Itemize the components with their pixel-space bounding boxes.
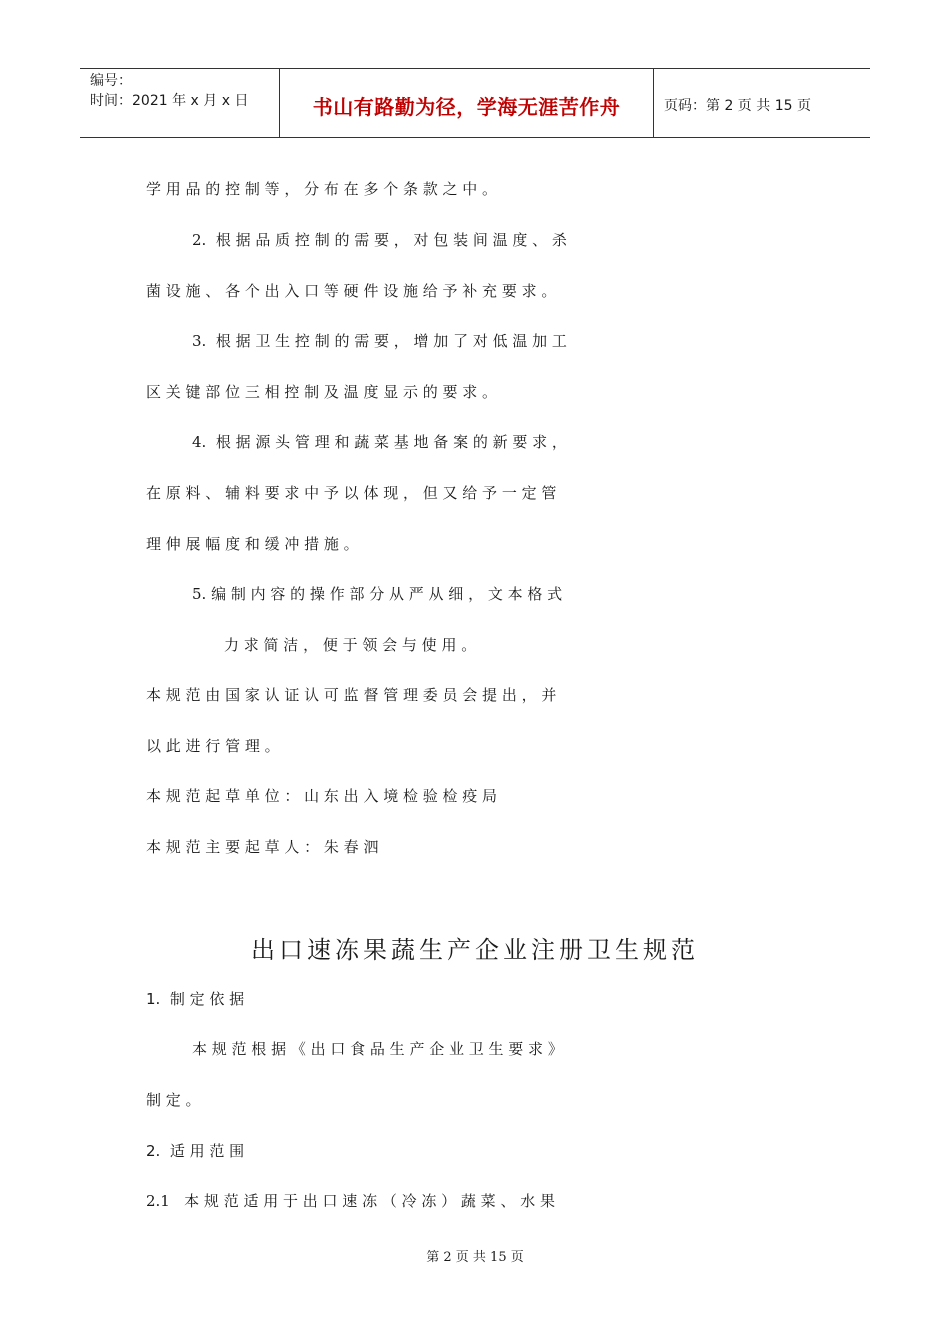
- body-line: 本 规 范 根 据 《 出 口 食 品 生 产 企 业 卫 生 要 求 》: [192, 1040, 563, 1058]
- header-page-info: 页码：第 2 页 共 15 页: [664, 98, 811, 114]
- body-line: 区 关 键 部 位 三 相 控 制 及 温 度 显 示 的 要 求 。: [146, 383, 498, 401]
- body-line: 在 原 料 、 辅 料 要 求 中 予 以 体 现 ， 但 又 给 予 一 定 管: [146, 484, 557, 502]
- body-line: 本 规 范 主 要 起 草 人 ： 朱 春 泗: [146, 838, 379, 856]
- body-line: 5. 编 制 内 容 的 操 作 部 分 从 严 从 细 ， 文 本 格 式: [192, 585, 563, 603]
- header-meta: [80, 69, 280, 137]
- number-label: 编号：: [90, 73, 132, 89]
- body-line: 理 伸 展 幅 度 和 缓 冲 措 施 。: [146, 535, 359, 553]
- section-heading: 1. 制 定 依 据: [146, 990, 245, 1008]
- body-line: 制 定 。: [146, 1091, 201, 1109]
- document-title: 出口速冻果蔬生产企业注册卫生规范: [251, 936, 699, 964]
- body-line: 力 求 简 洁 ， 便 于 领 会 与 使 用 。: [224, 636, 477, 654]
- time-label: 时间：2021 年 x 月 x 日: [90, 93, 249, 109]
- body-line: 3. 根 据 卫 生 控 制 的 需 要 ， 增 加 了 对 低 温 加 工: [192, 332, 567, 350]
- page-footer: 第 2 页 共 15 页: [426, 1250, 524, 1265]
- body-line: 本 规 范 由 国 家 认 证 认 可 监 督 管 理 委 员 会 提 出 ， 并: [146, 686, 557, 704]
- body-line: 学 用 品 的 控 制 等 ， 分 布 在 多 个 条 款 之 中 。: [146, 180, 498, 198]
- body-line: 菌 设 施 、 各 个 出 入 口 等 硬 件 设 施 给 予 补 充 要 求 。: [146, 282, 557, 300]
- page-header: [80, 68, 870, 138]
- body-line: 2. 根 据 品 质 控 制 的 需 要 ， 对 包 装 间 温 度 、 杀: [192, 231, 567, 249]
- section-heading: 2. 适 用 范 围: [146, 1142, 245, 1160]
- body-line: 本 规 范 起 草 单 位 ： 山 东 出 入 境 检 验 检 疫 局: [146, 787, 498, 805]
- body-line: 4. 根 据 源 头 管 理 和 蔬 菜 基 地 备 案 的 新 要 求 ，: [192, 433, 567, 451]
- body-line: 2.1 本 规 范 适 用 于 出 口 速 冻 （ 冷 冻 ） 蔬 菜 、 水 果: [146, 1192, 555, 1210]
- header-motto: 书山有路勤为径，学海无涯苦作舟: [280, 69, 654, 137]
- body-line: 以 此 进 行 管 理 。: [146, 737, 280, 755]
